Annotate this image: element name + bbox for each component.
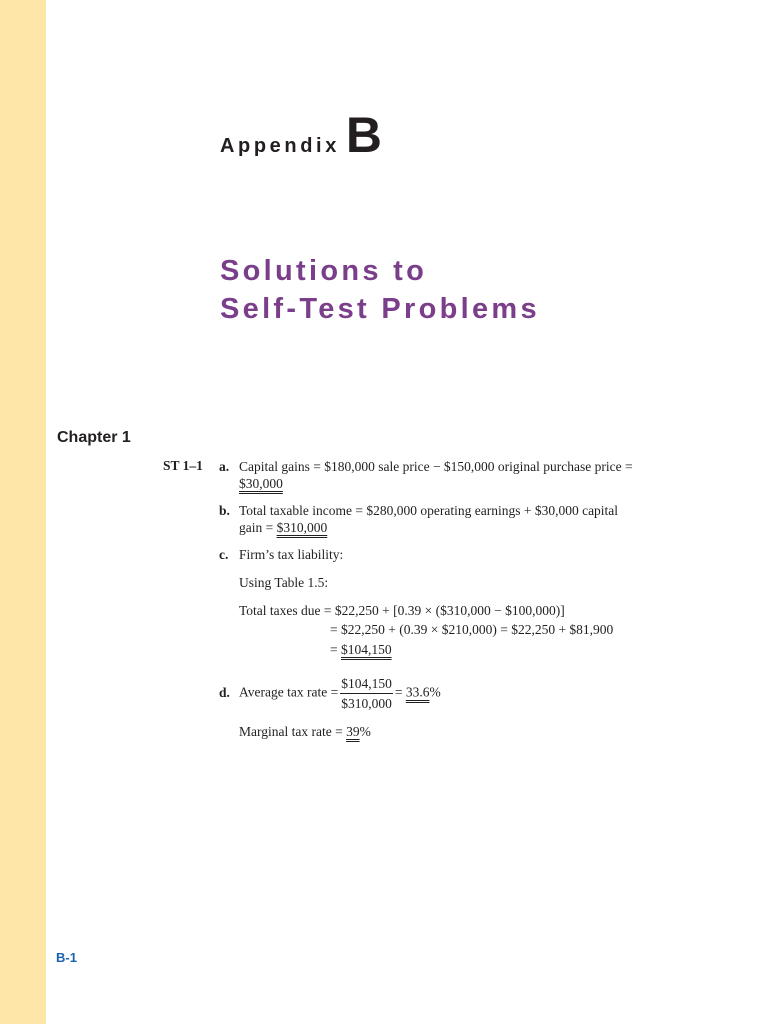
part-a-text: Capital gains = $180,000 sale price − $150,000 original purchase price = xyxy=(239,459,633,474)
marginal-rate-line xyxy=(239,723,371,740)
marginal-rate-percent: % xyxy=(359,724,371,739)
part-c-taxes-line-2: = $22,250 + (0.39 × $210,000) = $22,250 + $81,900 xyxy=(330,622,614,637)
fraction-numerator: $104,150 xyxy=(340,675,393,694)
page-number: B-1 xyxy=(56,950,77,965)
fraction-denominator: $310,000 xyxy=(341,696,392,711)
part-b-line-2 xyxy=(239,519,327,536)
part-c-label: c. xyxy=(219,547,229,562)
part-d-equals: = xyxy=(394,684,406,700)
part-a-line-1 xyxy=(219,458,633,475)
problem-id: ST 1–1 xyxy=(163,458,203,473)
margin-strip xyxy=(0,0,46,1024)
avg-rate-percent: % xyxy=(429,684,441,700)
part-c-using: Using Table 1.5: xyxy=(239,575,329,590)
part-a-answer: $30,000 xyxy=(239,476,283,491)
appendix-letter: B xyxy=(345,107,383,163)
part-c-answer: $104,150 xyxy=(341,642,392,657)
part-d-line-1 xyxy=(219,675,441,712)
part-b-answer: $310,000 xyxy=(276,520,328,535)
page-title xyxy=(220,252,540,328)
appendix-heading xyxy=(220,106,382,164)
title-line-2: Self-Test Problems xyxy=(220,293,540,325)
title-line-1: Solutions to xyxy=(220,255,428,287)
part-c-taxes-line-1: Total taxes due = $22,250 + [0.39 × ($310,000 − $100,000)] xyxy=(239,603,565,618)
part-b-label: b. xyxy=(219,503,230,518)
part-c-taxes-line-3 xyxy=(330,641,392,658)
part-c-text: Firm’s tax liability: xyxy=(239,547,344,562)
part-a-label: a. xyxy=(219,459,230,474)
part-b-line-1 xyxy=(219,502,618,519)
avg-rate-answer: 33.6 xyxy=(405,684,430,700)
part-d-avg-prefix: Average tax rate = xyxy=(239,684,339,700)
avg-rate-fraction xyxy=(340,675,393,712)
part-c-prefix: = xyxy=(330,642,341,657)
appendix-word: Appendix xyxy=(220,135,340,157)
chapter-heading: Chapter 1 xyxy=(57,429,131,446)
part-c-line-1 xyxy=(219,546,343,563)
marginal-rate-prefix: Marginal tax rate = xyxy=(239,724,347,739)
part-a-line-2 xyxy=(239,475,283,492)
part-b-prefix: gain = xyxy=(239,520,277,535)
part-b-text: Total taxable income = $280,000 operating earnings + $30,000 capital xyxy=(239,503,619,518)
marginal-rate-answer: 39 xyxy=(346,724,360,739)
part-d-label: d. xyxy=(219,684,230,700)
